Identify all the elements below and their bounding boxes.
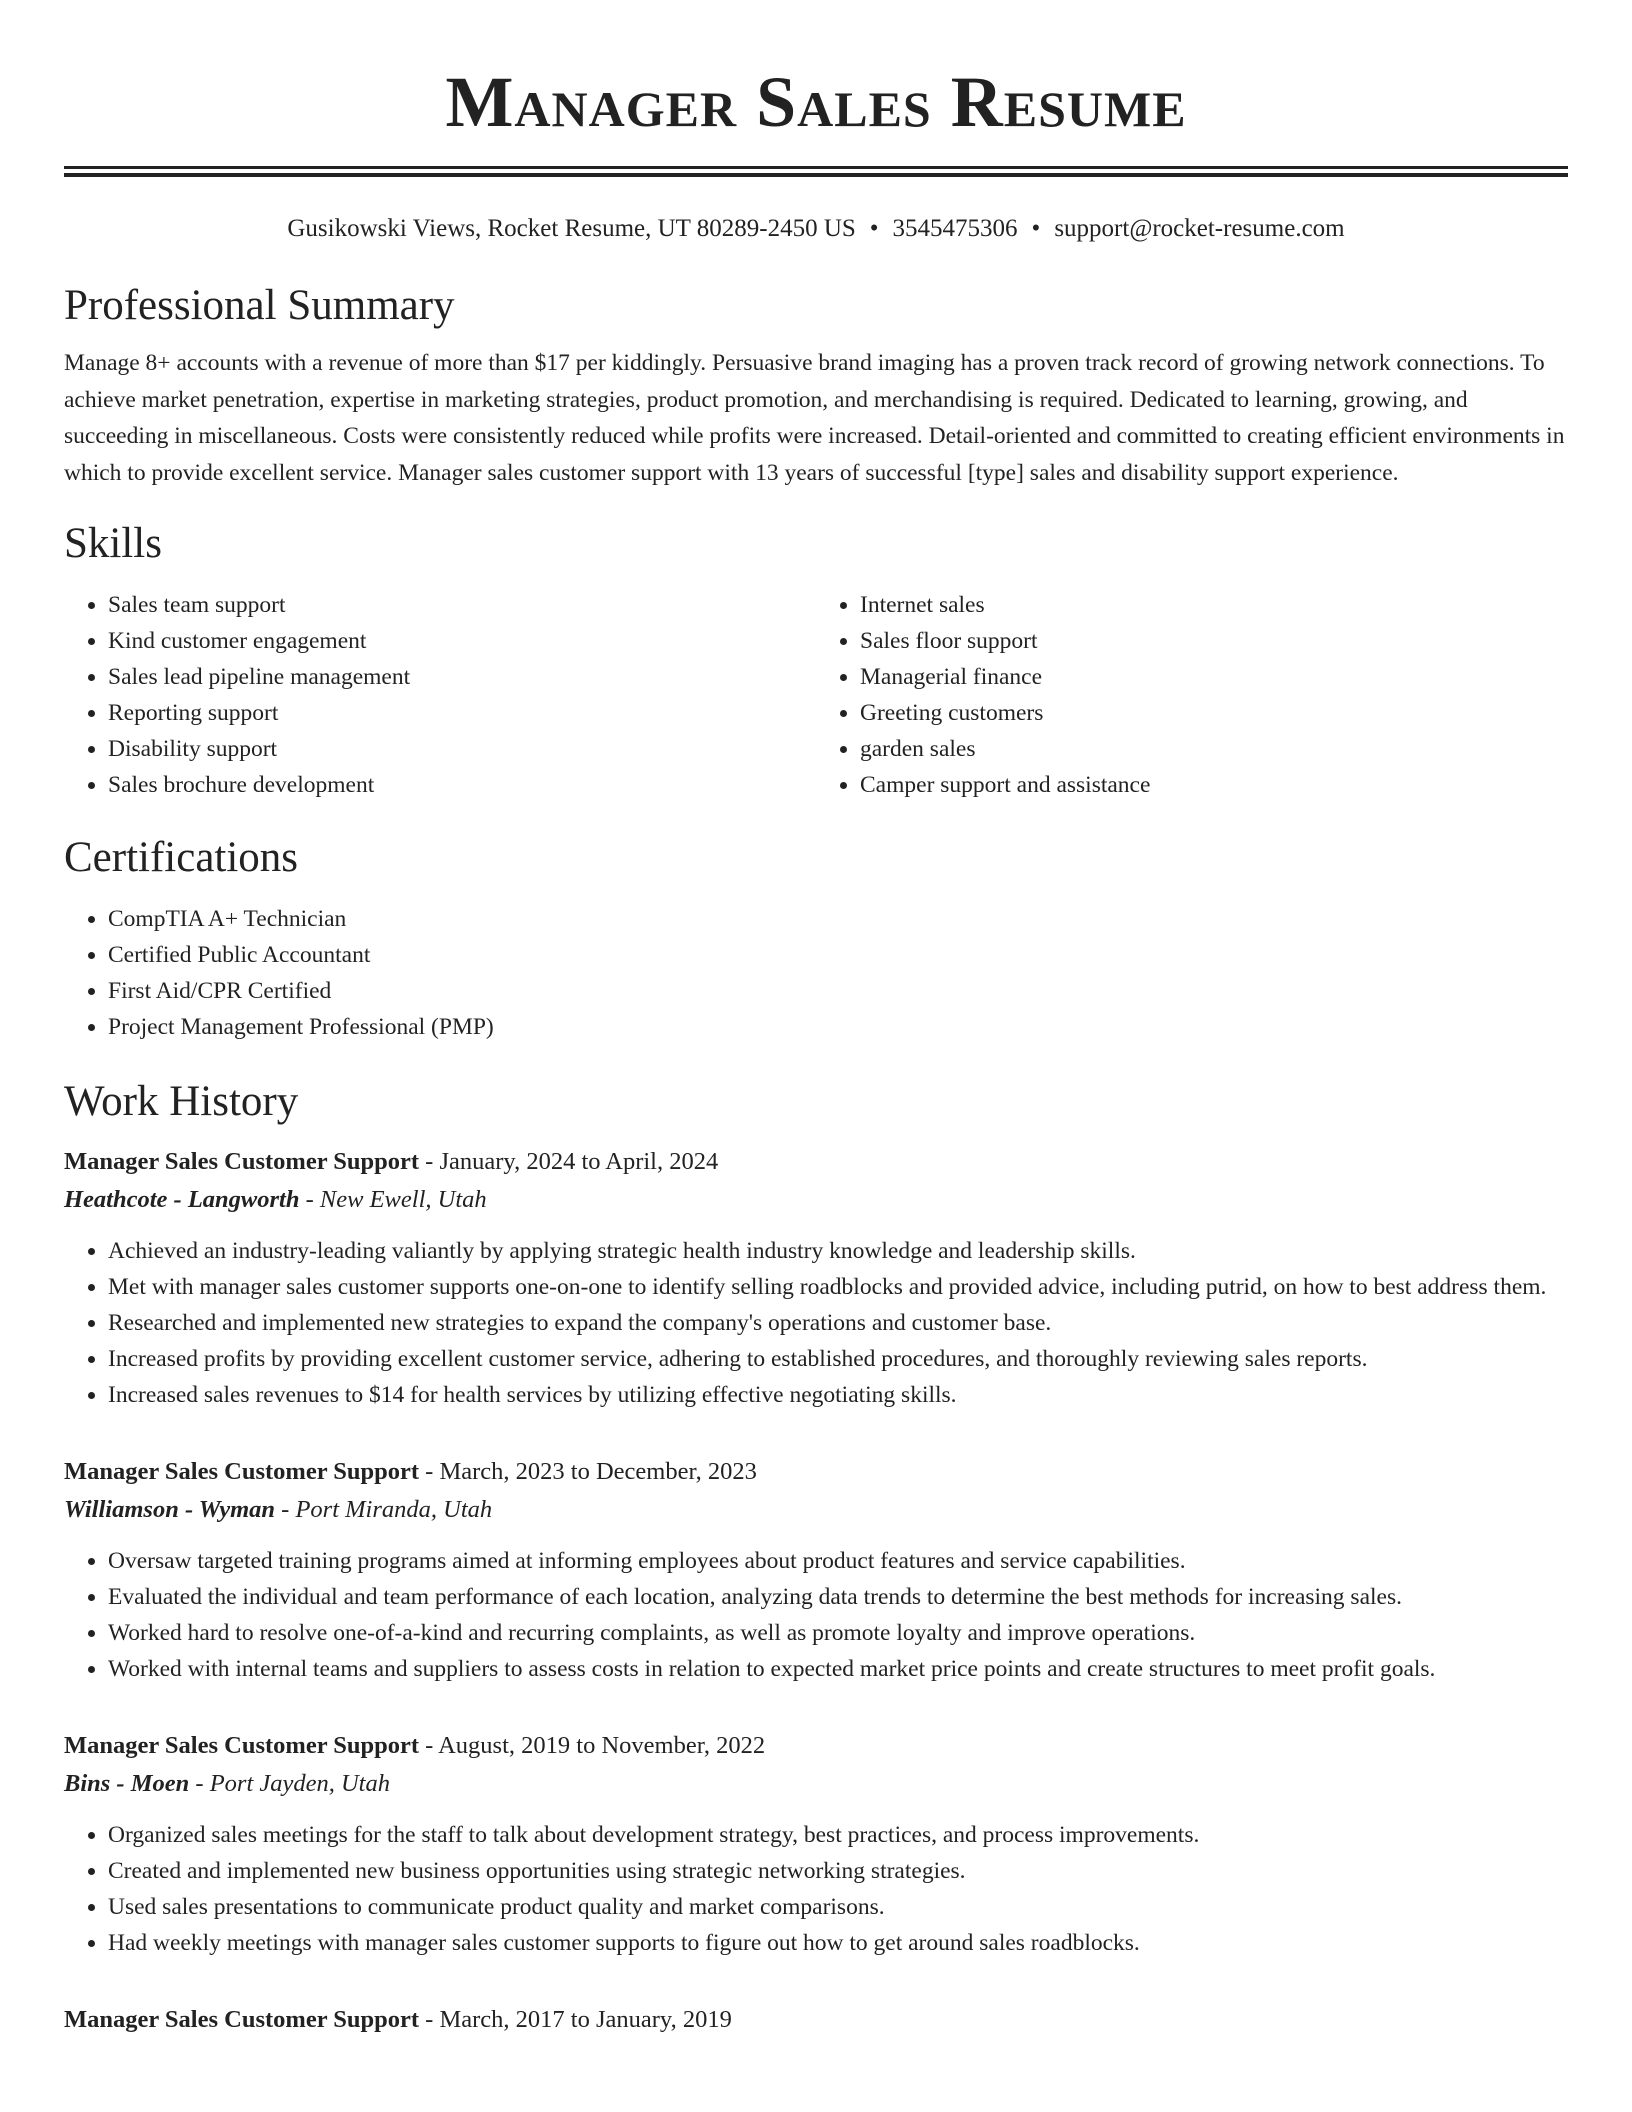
job-bullet: • Increased profits by providing excellent customer service, adhering to established procedures, and thoroughly reviewing sales reports. xyxy=(108,1341,1568,1377)
job-bullet: • Oversaw targeted training programs aimed at informing employees about product features and service capabilities. xyxy=(108,1543,1568,1579)
job-title-line xyxy=(64,1143,1568,1181)
job-entry xyxy=(64,1453,1568,1687)
job-bullet: • Created and implemented new business opportunities using strategic networking strategies. xyxy=(108,1853,1568,1889)
job-entry xyxy=(64,2001,1568,2039)
contact-line xyxy=(64,213,1568,245)
contact-separator: • xyxy=(869,215,879,242)
certification-item: • First Aid/CPR Certified xyxy=(108,973,1568,1009)
dash: - xyxy=(419,1458,440,1485)
skill-item: • Kind customer engagement xyxy=(108,623,816,659)
dash: - xyxy=(419,1732,439,1759)
job-dates: March, 2023 to December, 2023 xyxy=(439,1458,757,1485)
section-heading-certifications: Certifications xyxy=(64,834,299,881)
company-location: Port Miranda, Utah xyxy=(295,1496,493,1523)
job-title: Manager Sales Customer Support xyxy=(64,1148,420,1175)
company-line xyxy=(64,1181,1568,1219)
company-location: New Ewell, Utah xyxy=(319,1186,487,1213)
job-bullets xyxy=(64,1817,1568,1961)
job-bullet: • Used sales presentations to communicate product quality and market comparisons. xyxy=(108,1889,1568,1925)
job-bullet: • Met with manager sales customer supports one-on-one to identify selling roadblocks and provided advice, including putrid, on how to best address them. xyxy=(108,1269,1568,1305)
skill-item: • garden sales xyxy=(860,731,1568,767)
company-name: Williamson - Wyman xyxy=(64,1496,276,1523)
job-bullet: • Had weekly meetings with manager sales customer supports to figure out how to get around sales roadblocks. xyxy=(108,1925,1568,1961)
job-title: Manager Sales Customer Support xyxy=(64,1732,420,1759)
dash: - xyxy=(189,1770,210,1797)
certification-item: • Certified Public Accountant xyxy=(108,937,1568,973)
company-name: Heathcote - Langworth xyxy=(64,1186,300,1213)
certifications-list xyxy=(64,901,1568,1045)
skills-list-right xyxy=(816,587,1568,803)
job-bullets xyxy=(64,1233,1568,1413)
skill-item: • Sales floor support xyxy=(860,623,1568,659)
resume-title: Manager Sales Resume xyxy=(445,62,1187,142)
job-title-line xyxy=(64,1453,1568,1491)
skill-item: • Sales lead pipeline management xyxy=(108,659,816,695)
job-bullet: • Organized sales meetings for the staff to talk about development strategy, best practices, and process improvements. xyxy=(108,1817,1568,1853)
skills-grid xyxy=(64,587,1568,803)
job-title: Manager Sales Customer Support xyxy=(64,1458,420,1485)
section-heading-summary: Professional Summary xyxy=(64,282,455,329)
job-bullet: • Increased sales revenues to $14 for health services by utilizing effective negotiating skills. xyxy=(108,1377,1568,1413)
contact-separator: • xyxy=(1031,215,1041,242)
dash: - xyxy=(299,1186,320,1213)
skill-item: • Camper support and assistance xyxy=(860,767,1568,803)
skill-item: • Greeting customers xyxy=(860,695,1568,731)
job-bullet: • Researched and implemented new strategies to expand the company's operations and customer base. xyxy=(108,1305,1568,1341)
skill-item: • Disability support xyxy=(108,731,816,767)
job-bullets xyxy=(64,1543,1568,1687)
work-history-section xyxy=(64,1075,1568,2039)
skills-list-left xyxy=(64,587,816,803)
job-bullet: • Worked hard to resolve one-of-a-kind and recurring complaints, as well as promote loyalty and improve operations. xyxy=(108,1615,1568,1651)
job-title: Manager Sales Customer Support xyxy=(64,2006,420,2033)
section-heading-skills: Skills xyxy=(64,520,162,567)
job-entry xyxy=(64,1727,1568,1961)
job-bullet: • Achieved an industry-leading valiantly by applying strategic health industry knowledge and leadership skills. xyxy=(108,1233,1568,1269)
company-line xyxy=(64,1491,1568,1529)
dash: - xyxy=(419,1148,440,1175)
dash: - xyxy=(419,2006,440,2033)
certifications-section xyxy=(64,831,1568,1045)
job-title-line xyxy=(64,1727,1568,1765)
job-dates: January, 2024 to April, 2024 xyxy=(439,1148,719,1175)
job-entry xyxy=(64,1143,1568,1413)
professional-summary-section xyxy=(64,279,1568,491)
title-divider xyxy=(64,166,1568,177)
job-bullet: • Worked with internal teams and suppliers to assess costs in relation to expected market price points and create structures to meet profit goals. xyxy=(108,1651,1568,1687)
section-heading-work-history: Work History xyxy=(64,1078,299,1125)
job-dates: August, 2019 to November, 2022 xyxy=(438,1732,766,1759)
skill-item: • Internet sales xyxy=(860,587,1568,623)
company-line xyxy=(64,1765,1568,1803)
company-name: Bins - Moen xyxy=(64,1770,190,1797)
contact-phone: 3545475306 xyxy=(892,215,1018,242)
skill-item: • Reporting support xyxy=(108,695,816,731)
skill-item: • Sales brochure development xyxy=(108,767,816,803)
certification-item: • Project Management Professional (PMP) xyxy=(108,1009,1568,1045)
job-dates: March, 2017 to January, 2019 xyxy=(439,2006,732,2033)
skill-item: • Managerial finance xyxy=(860,659,1568,695)
skills-section xyxy=(64,517,1568,803)
company-location: Port Jayden, Utah xyxy=(209,1770,390,1797)
contact-email: support@rocket-resume.com xyxy=(1054,215,1345,242)
skill-item: • Sales team support xyxy=(108,587,816,623)
certification-item: • CompTIA A+ Technician xyxy=(108,901,1568,937)
dash: - xyxy=(275,1496,296,1523)
job-title-line xyxy=(64,2001,1568,2039)
contact-address: Gusikowski Views, Rocket Resume, UT 80289-2450 US xyxy=(287,215,856,242)
summary-text: Manage 8+ accounts with a revenue of more than $17 per kiddingly. Persuasive brand imaging has a proven track record of growing network connections. To achieve market penetration, expertise in marketing strategies, product promotion, and merchandising is required. Dedicated to learning, growing, and succeeding in miscellaneous. Costs were consistently reduced while profits were increased. Detail-oriented and committed to creating efficient environments in which to provide excellent service. Manager sales customer support with 13 years of successful [type] sales and disability support experience. xyxy=(64,350,1565,486)
job-bullet: • Evaluated the individual and team performance of each location, analyzing data trends to determine the best methods for increasing sales. xyxy=(108,1579,1568,1615)
